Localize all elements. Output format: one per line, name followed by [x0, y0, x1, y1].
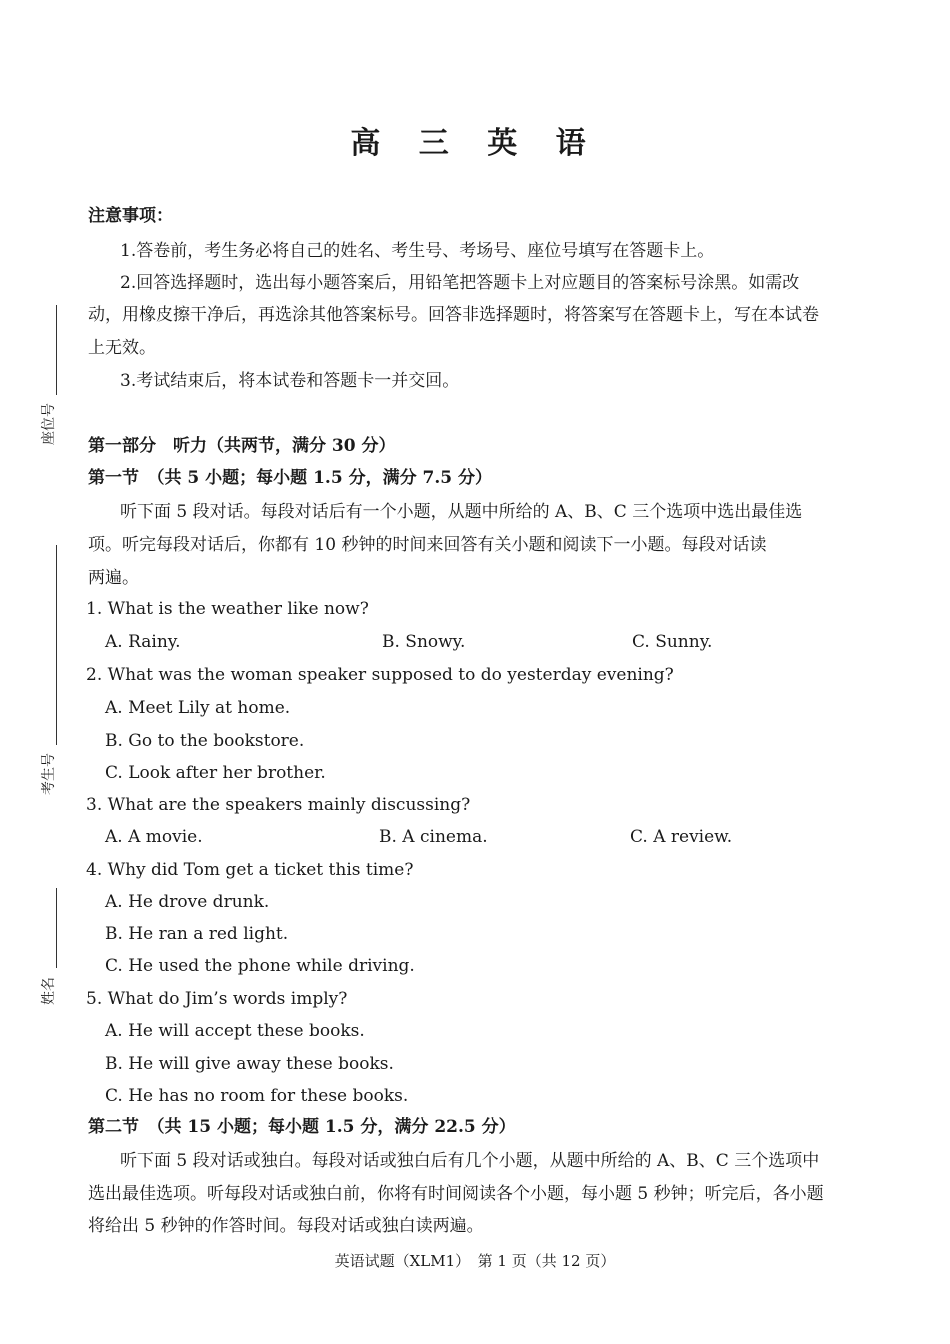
q4-option-c: C. He used the phone while driving. — [105, 956, 415, 976]
section1-instruction: 听下面 5 段对话。每段对话后有一个小题，从题中所给的 A、B、C 三个选项中选出最佳选 — [120, 502, 803, 522]
notice-heading: 注意事项： — [88, 206, 173, 226]
section2-heading: 第二节 （共 15 小题；每小题 1.5 分，满分 22.5 分） — [88, 1117, 516, 1137]
question-5: 5. What do Jim’s words imply? — [86, 989, 348, 1009]
seat-label: 座位号 — [41, 403, 57, 445]
notice-item: 2.回答选择题时，选出每小题答案后，用铅笔把答题卡上对应题目的答案标号涂黑。如需改 — [120, 273, 800, 293]
q1-option-b: B. Snowy. — [382, 632, 466, 652]
q2-option-b: B. Go to the bookstore. — [105, 731, 305, 751]
page-title: 高 三 英 语 — [350, 126, 600, 161]
question-1: 1. What is the weather like now? — [86, 599, 369, 619]
section2-instruction: 听下面 5 段对话或独白。每段对话或独白后有几个小题，从题中所给的 A、B、C 三个选项中 — [120, 1151, 820, 1171]
name-label: 姓名 — [41, 977, 57, 1005]
q3-option-a: A. A movie. — [105, 827, 203, 847]
notice-item: 1.答卷前，考生务必将自己的姓名、考生号、考场号、座位号填写在答题卡上。 — [120, 241, 715, 261]
q3-option-c: C. A review. — [630, 827, 733, 847]
q5-option-a: A. He will accept these books. — [105, 1021, 365, 1041]
q5-option-c: C. He has no room for these books. — [105, 1086, 409, 1106]
section1-instruction: 项。听完每段对话后，你都有 10 秒钟的时间来回答有关小题和阅读下一小题。每段对话读 — [88, 535, 767, 555]
section1-instruction: 两遍。 — [88, 568, 139, 588]
section2-instruction: 将给出 5 秒钟的作答时间。每段对话或独白读两遍。 — [88, 1216, 484, 1236]
q5-option-b: B. He will give away these books. — [105, 1054, 394, 1074]
question-2: 2. What was the woman speaker supposed to do yesterday evening? — [86, 665, 674, 685]
exam-no-label: 考生号 — [41, 753, 57, 795]
question-3: 3. What are the speakers mainly discussing? — [86, 795, 471, 815]
section1-heading: 第一节 （共 5 小题；每小题 1.5 分，满分 7.5 分） — [88, 468, 492, 488]
notice-item: 动，用橡皮擦干净后，再选涂其他答案标号。回答非选择题时，将答案写在答题卡上，写在本试卷 — [88, 305, 819, 325]
section2-instruction: 选出最佳选项。听每段对话或独白前，你将有时间阅读各个小题，每小题 5 秒钟；听完后，各小题 — [88, 1184, 824, 1204]
q2-option-c: C. Look after her brother. — [105, 763, 326, 783]
exam-no-line — [56, 545, 57, 745]
notice-item: 上无效。 — [88, 338, 156, 358]
question-4: 4. Why did Tom get a ticket this time? — [86, 860, 414, 880]
q1-option-c: C. Sunny. — [632, 632, 713, 652]
q3-option-b: B. A cinema. — [379, 827, 488, 847]
notice-item: 3.考试结束后，将本试卷和答题卡一并交回。 — [120, 371, 460, 391]
q4-option-a: A. He drove drunk. — [105, 892, 270, 912]
q1-option-a: A. Rainy. — [105, 632, 181, 652]
name-line — [56, 888, 57, 968]
q4-option-b: B. He ran a red light. — [105, 924, 289, 944]
q2-option-a: A. Meet Lily at home. — [105, 698, 291, 718]
part1-heading: 第一部分 听力（共两节，满分 30 分） — [88, 436, 396, 456]
page-footer: 英语试题（XLM1） 第 1 页（共 12 页） — [334, 1252, 616, 1270]
seat-line — [56, 305, 57, 395]
